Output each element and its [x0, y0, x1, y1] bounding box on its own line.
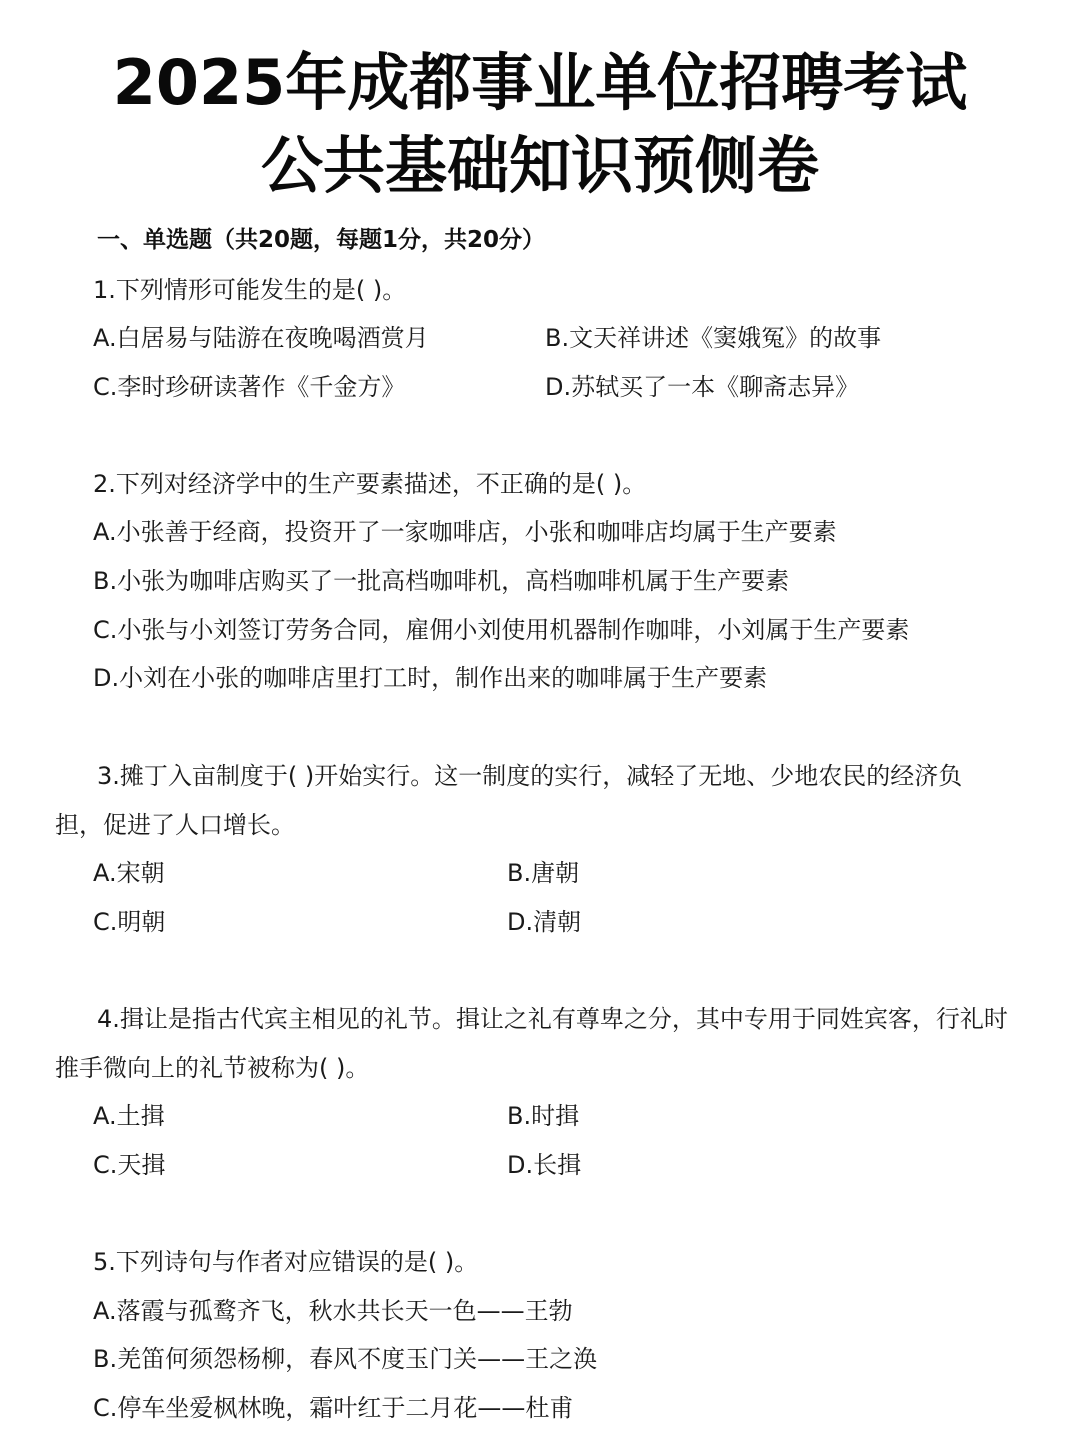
- option-c: C.小张与小刘签订劳务合同，雇佣小刘使用机器制作咖啡，小刘属于生产要素: [93, 616, 910, 644]
- option-a: A.落霞与孤鹜齐飞，秋水共长天一色——王勃: [93, 1297, 573, 1325]
- option-b: B.文天祥讲述《窦娥冤》的故事: [545, 324, 882, 352]
- option-d: D.小刘在小张的咖啡店里打工时，制作出来的咖啡属于生产要素: [93, 664, 768, 692]
- option-a: A.土揖: [93, 1102, 165, 1130]
- option-b: B.唐朝: [507, 859, 580, 887]
- option-c: C.天揖: [93, 1151, 166, 1179]
- question-stem: 2.下列对经济学中的生产要素描述，不正确的是( )。: [93, 470, 647, 498]
- exam-title-line-2: 公共基础知识预侧卷: [260, 129, 819, 202]
- option-d: D.苏轼买了一本《聊斋志异》: [545, 373, 860, 401]
- option-b: B.小张为咖啡店购买了一批高档咖啡机，高档咖啡机属于生产要素: [93, 567, 790, 595]
- question-stem-line-1: 4.揖让是指古代宾主相见的礼节。揖让之礼有尊卑之分，其中专用于同姓宾客，行礼时: [97, 1005, 1008, 1033]
- option-c: C.李时珍研读著作《千金方》: [93, 373, 406, 401]
- option-d: D.清朝: [507, 908, 582, 936]
- option-a: A.宋朝: [93, 859, 165, 887]
- question-stem: 5.下列诗句与作者对应错误的是( )。: [93, 1248, 479, 1276]
- question-stem-line-2: 担，促进了人口增长。: [55, 811, 295, 839]
- option-a: A.小张善于经商，投资开了一家咖啡店，小张和咖啡店均属于生产要素: [93, 518, 837, 546]
- option-c: C.停车坐爱枫林晚，霜叶红于二月花——杜甫: [93, 1394, 574, 1422]
- exam-title-line-1: 2025年成都事业单位招聘考试: [112, 46, 968, 119]
- option-d: D.长揖: [507, 1151, 582, 1179]
- option-a: A.白居易与陆游在夜晚喝酒赏月: [93, 324, 429, 352]
- question-stem-line-2: 推手微向上的礼节被称为( )。: [55, 1054, 370, 1082]
- question-stem: 1.下列情形可能发生的是( )。: [93, 276, 407, 304]
- option-c: C.明朝: [93, 908, 166, 936]
- question-stem-line-1: 3.摊丁入亩制度于( )开始实行。这一制度的实行，减轻了无地、少地农民的经济负: [97, 762, 963, 790]
- option-b: B.羌笛何须怨杨柳，春风不度玉门关——王之涣: [93, 1345, 598, 1373]
- option-b: B.时揖: [507, 1102, 580, 1130]
- section-heading: 一、单选题（共20题，每题1分，共20分）: [97, 227, 546, 253]
